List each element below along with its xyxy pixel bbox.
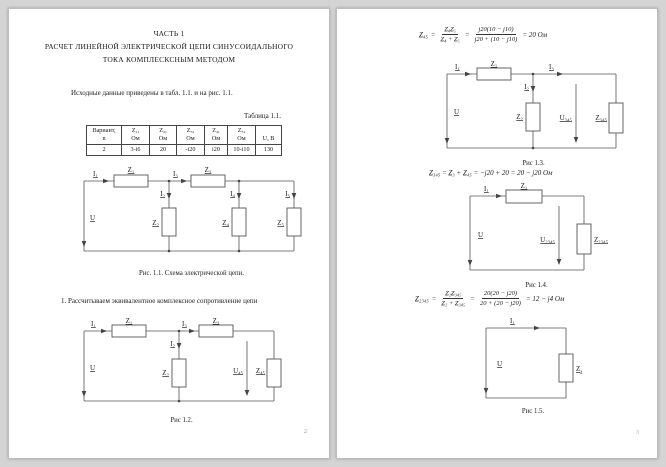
fig1-label-i2: I₂ [160,190,165,198]
fig4-wires [470,196,584,270]
impedance-box-z2345 [577,224,591,254]
table-cell-z1: 3-i6 [122,145,150,156]
table-cell-z2: 20 [150,145,177,156]
intro-paragraph: Исходные данные приведены в табл. 1.1. и на рис. 1.1. [71,89,233,97]
fig2-label-i2: I₂ [170,340,175,348]
fig2-circuit-diagram [79,315,284,409]
fig1-label-i5: I₅ [285,190,290,198]
figure-1-3 [441,58,626,167]
fig4-caption: Рис 1.4. [525,282,548,289]
fig2-current-arrows [82,329,250,403]
fig5-impedance-boxes [559,354,573,382]
fig5-label-z-eq: $Z_э$ [576,365,583,374]
fig3-current-arrows [445,72,579,150]
table-cell-z4: i20 [205,145,228,156]
formula-z45 [419,25,547,44]
equals-sign: = [431,294,437,303]
table-cell-variant: 2 [87,145,122,156]
table-header-variant: Вариант, n [87,126,122,145]
equals-sign: = [464,30,470,39]
impedance-box-z1 [506,190,542,203]
impedance-box-z1 [112,325,146,337]
fig1-label-z2: Z₂ [152,219,159,227]
table-header-u: U, В [256,126,282,145]
impedance-box-z2 [526,103,540,131]
fig4-impedance-boxes [506,190,591,254]
impedance-box-z-eq [559,354,573,382]
impedance-box-z1 [114,175,148,187]
page-number: 2 [304,429,307,435]
formula-z2345-fraction-numeric: $\frac{20(20 - j20)}{20 + (20 - j20)}$ [480,290,521,307]
title-line-3: ТОКА КОМПЛЕСКСНЫМ МЕТОДОМ [102,55,236,64]
fig4-circuit-diagram [464,180,609,280]
fig4-label-u2345: U₂₃₄₅ [540,236,555,244]
fig1-label-i4: I₄ [230,190,235,198]
fig1-label-i3: I₃ [173,170,178,178]
table-cell-u: 130 [256,145,282,156]
table-header-z2: Z₂, Ом [150,126,177,145]
fig5-label-i1: I₁ [510,317,515,325]
impedance-box-z4 [232,208,246,236]
formula-z45-fraction-numeric: $\frac{j20(10 - j10)}{j20 + (10 - j10)}$ [474,26,518,43]
table-header-z3: Z₃, Ом [177,126,205,145]
table-header-z4: Z₄, Ом [205,126,228,145]
fig3-label-z1: Z₁ [490,60,498,68]
document-page-2[interactable] [336,8,658,459]
figure-1-4 [464,180,609,289]
formula-z2345-fraction-symbolic: $\frac{\text{Z̲₂Z̲₃₄₅}}{\text{Z̲₂ + Z̲₃₄₅}}$ [441,290,466,307]
fig2-label-i1: I₁ [91,320,96,328]
table-caption: Таблица 1.1. [244,112,281,120]
table-header-row [87,126,282,145]
document-page-1[interactable] [8,8,330,459]
fig4-label-z2345: Z₂₃₄₅ [594,236,609,244]
fig5-label-u: U [497,360,503,368]
fig3-label-u: U [454,108,460,116]
fig1-label-z4: Z₄ [222,219,229,227]
fig1-label-u: U [90,214,96,222]
fig1-label-z1: Z₁ [127,166,135,174]
table-row [87,145,282,156]
impedance-box-z3 [199,325,233,337]
table-header-z5: Z₅, Ом [228,126,256,145]
fig1-current-arrows [82,179,297,253]
fig1-label-z3: Z₃ [204,166,212,174]
fig4-current-arrows [468,194,562,266]
fig5-caption: Рис 1.5. [521,408,545,415]
fig2-impedance-boxes [112,325,281,387]
formula-z45-lhs: Z̲₄₅ [419,30,428,39]
formula-z345: Z̲₃₄₅ = Z̲₃ + Z̲₄₅ = −j20 + 20 = 20 − j20 Ом [429,169,553,177]
table-cell-z5: 10-i10 [228,145,256,156]
fig3-label-z2: Z₂ [516,113,523,121]
fig5-circuit-diagram [478,314,588,406]
fig2-label-z2: Z₂ [162,369,169,377]
equals-sign: = [430,30,436,39]
fig3-label-z345: Z₃₄₅ [595,114,607,122]
fig1-label-i1: I₁ [93,170,98,178]
fig1-impedance-boxes [114,175,301,236]
document-title [9,27,329,66]
impedance-box-z2 [162,208,176,236]
variant-table [86,125,282,156]
fig3-label-i2: I₂ [524,83,529,91]
fig1-caption: Рис. 1.1. Схема электрической цепи. [139,270,244,277]
section-1-text: 1. Рассчитываем эквивалентное комплексное сопротивление цепи [61,297,258,305]
fig4-label-i1: I₁ [484,185,489,193]
fig2-caption: Рис 1.2. [170,417,193,424]
fig2-label-u45: U₄₅ [233,367,243,375]
figure-1-5 [478,314,588,415]
fig1-circuit-diagram [79,163,304,268]
fig3-label-u345: U₃₄₅ [559,114,572,122]
figure-1-1 [79,163,304,277]
fig4-label-z1: Z₁ [520,182,528,190]
impedance-box-z345 [609,103,623,133]
formula-z45-fraction-symbolic: $\frac{\text{Z̲₄Z̲₅}}{\text{Z̲₄ + Z̲₅}}$ [440,26,460,43]
impedance-box-z45 [267,359,281,387]
figure-1-2 [79,315,284,424]
formula-z2345-result: = 12 − j4 Ом [525,294,565,303]
impedance-box-z3 [191,175,225,187]
formula-z45-result: = 20 Ом [522,30,548,39]
fig3-impedance-boxes [477,68,623,133]
fig3-label-i3: I₃ [549,63,554,71]
fig1-label-z5: Z₅ [277,219,284,227]
fig5-current-arrows [484,326,540,394]
formula-z2345 [415,289,564,308]
fig2-label-z45: Z₄₅ [255,367,265,375]
fig3-caption: Рис 1.3. [522,160,545,167]
formula-z2345-lhs: Z̲₂₃₄₅ [415,294,429,303]
fig2-label-z3: Z₃ [212,317,220,325]
fig2-label-u: U [90,364,96,372]
fig1-wires [84,181,294,251]
fig3-circuit-diagram [441,58,626,158]
impedance-box-z5 [287,208,301,236]
fig3-label-i1: I₁ [455,63,460,71]
title-line-1: ЧАСТЬ 1 [153,29,185,38]
page-number: 3 [636,430,639,436]
table-cell-z3: -i20 [177,145,205,156]
title-line-2: РАСЧЕТ ЛИНЕЙНОЙ ЭЛЕКТРИЧЕСКОЙ ЦЕПИ СИНУСОИДАЛЬНОГО [44,42,294,51]
fig2-label-i3: I₃ [182,320,187,328]
table-header-z1: Z₁, Ом [122,126,150,145]
fig2-label-z1: Z₁ [125,317,133,325]
impedance-box-z1 [477,68,511,80]
fig4-label-u: U [478,231,484,239]
impedance-box-z2 [172,359,186,387]
equals-sign: = [470,294,476,303]
